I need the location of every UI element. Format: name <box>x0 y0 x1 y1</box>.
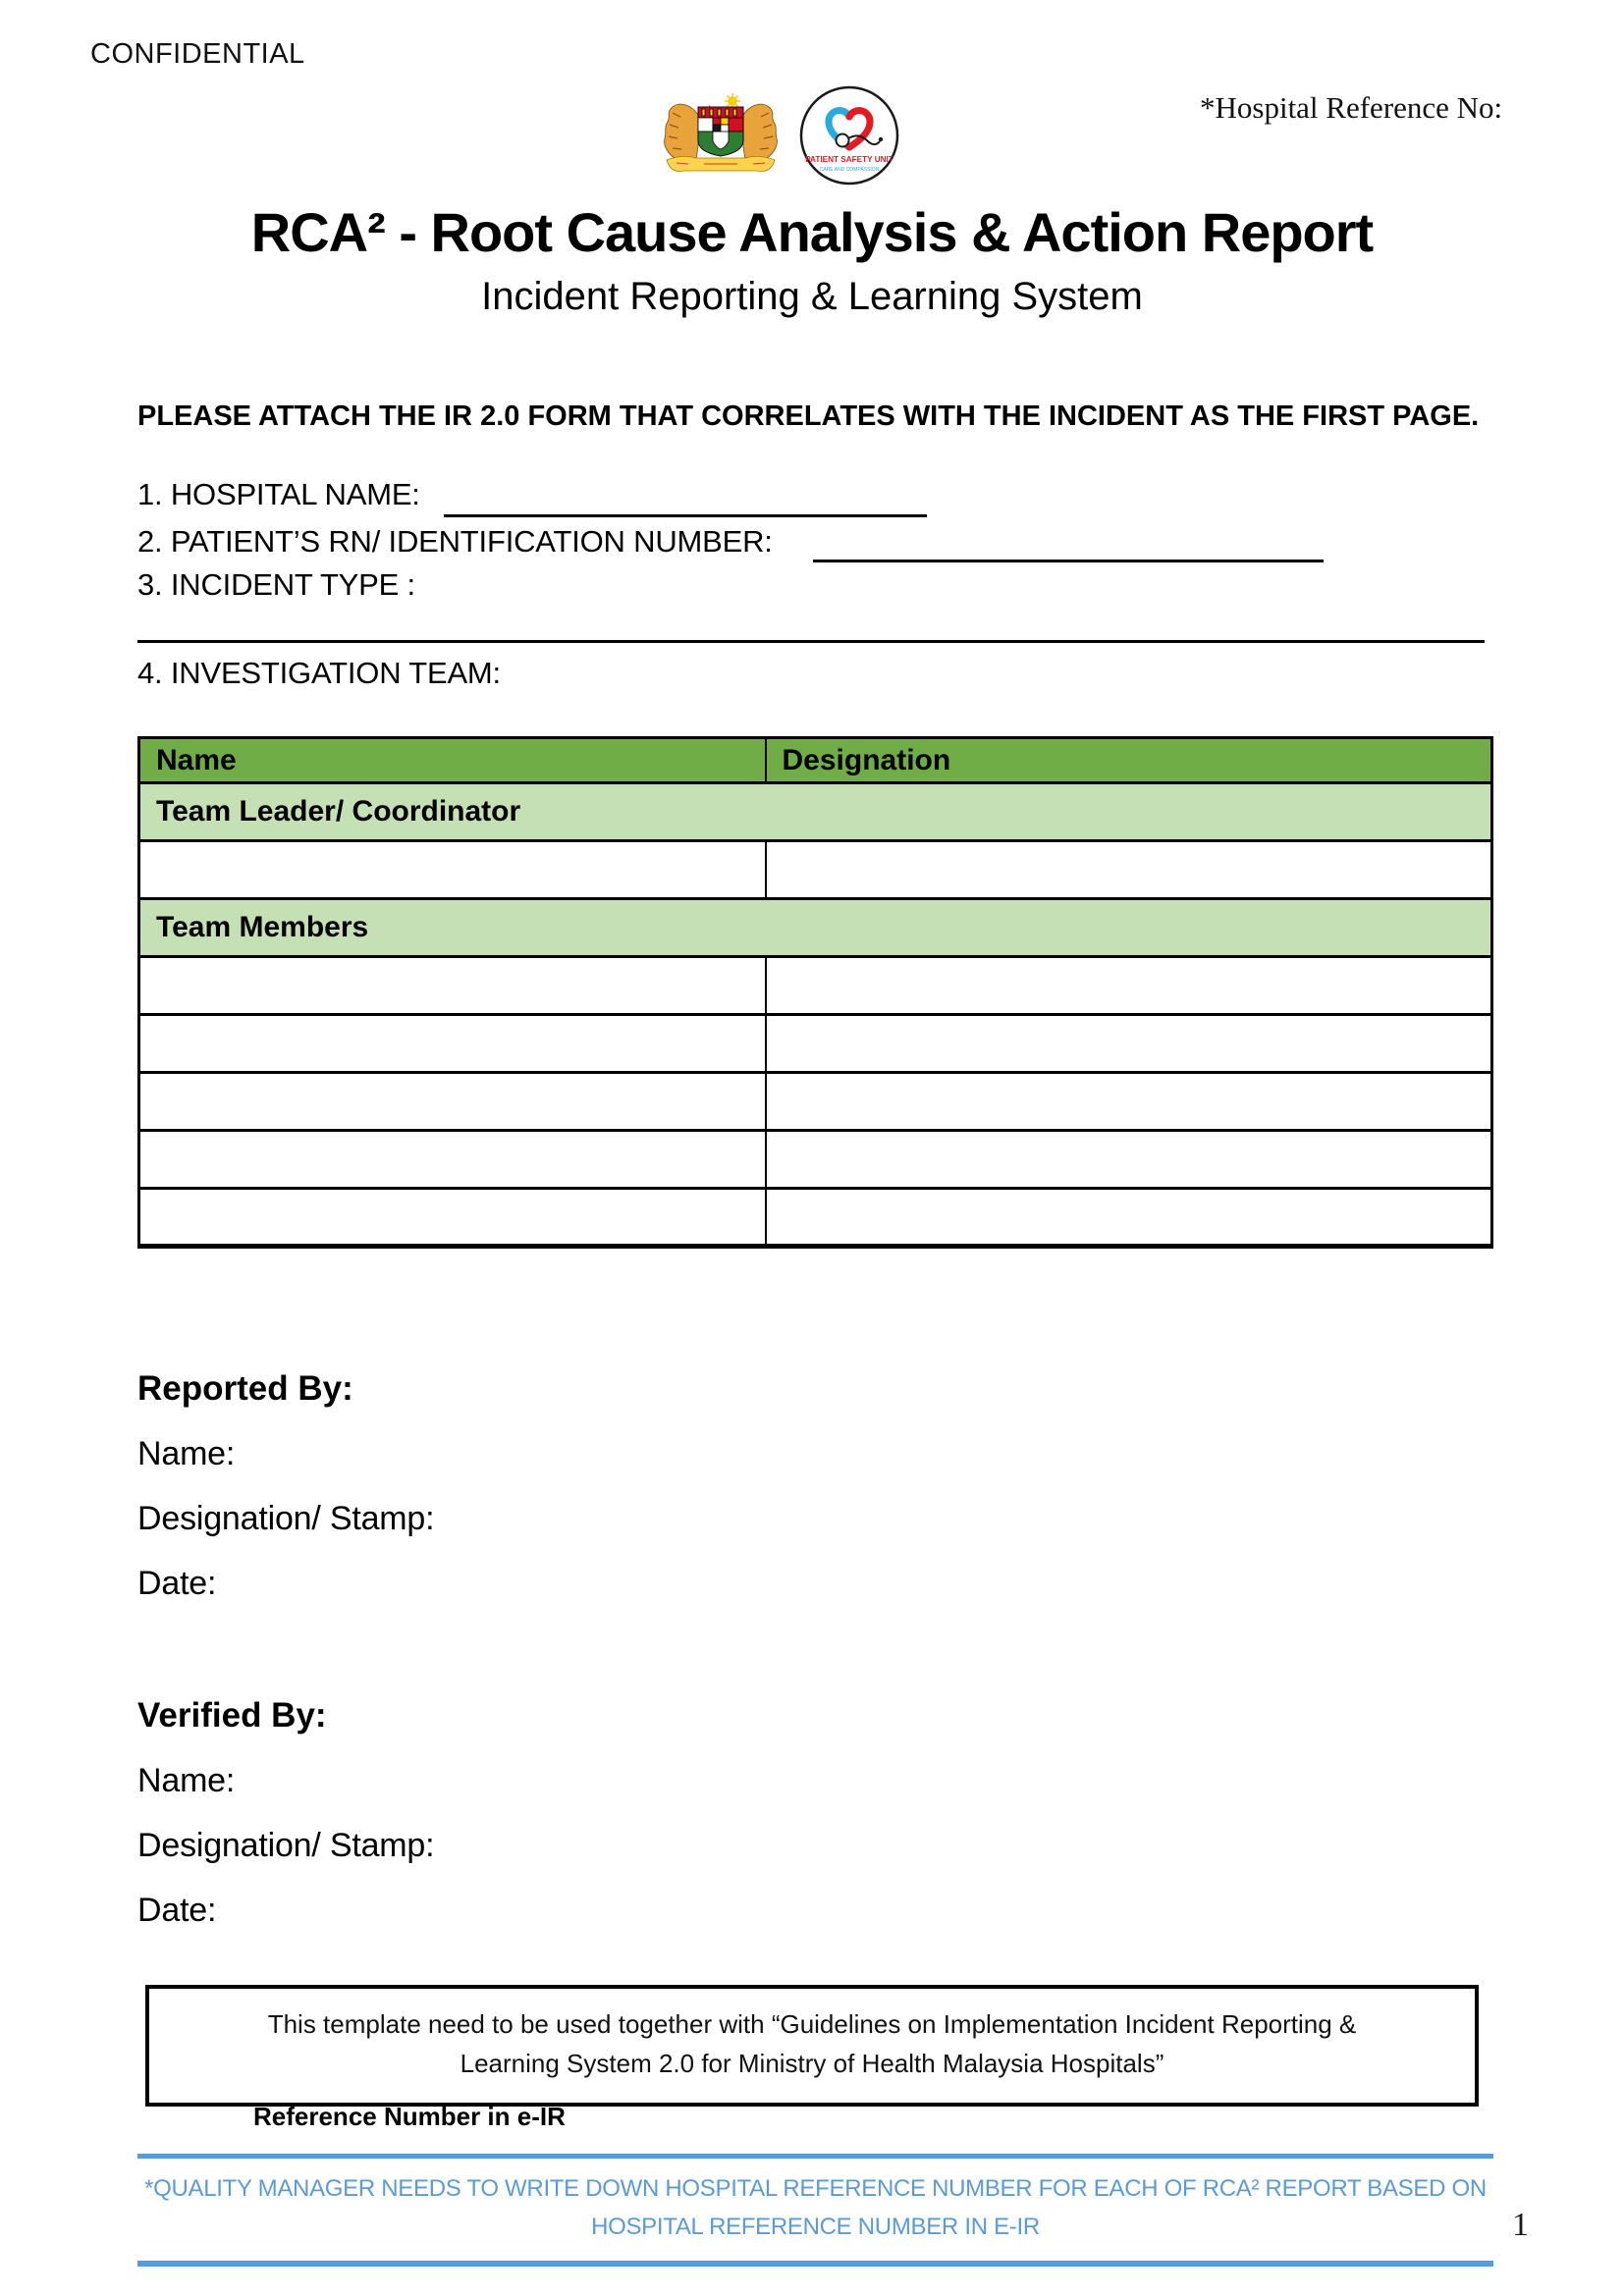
reported-by-date-label: Date: <box>137 1565 217 1602</box>
table-header-name: Name <box>139 738 766 783</box>
verified-by-date-label: Date: <box>137 1892 217 1929</box>
patient-rn-blank[interactable] <box>813 560 1324 562</box>
psu-logo-subtitle: CARE AND COMPASSION <box>819 167 880 173</box>
reported-by-heading: Reported By: <box>137 1369 353 1408</box>
investigation-team-label: 4. INVESTIGATION TEAM: <box>137 656 501 690</box>
footer-divider-bottom <box>137 2261 1493 2267</box>
template-note-line2: Learning System 2.0 for Ministry of Health Malaysia Hospitals” <box>460 2049 1164 2078</box>
page-subtitle: Incident Reporting & Learning System <box>481 275 1143 318</box>
footer-note-line2: HOSPITAL REFERENCE NUMBER IN E-IR <box>591 2214 1040 2240</box>
page-title: RCA² - Root Cause Analysis & Action Report <box>250 201 1374 263</box>
incident-type-label: 3. INCIDENT TYPE : <box>137 567 415 602</box>
table-row <box>139 957 1492 1015</box>
patient-rn-label: 2. PATIENT’S RN/ IDENTIFICATION NUMBER: <box>137 524 773 559</box>
hospital-reference-label: *Hospital Reference No: <box>1200 90 1503 125</box>
incident-type-blank[interactable] <box>137 640 1485 643</box>
reported-by-designation-label: Designation/ Stamp: <box>137 1500 435 1537</box>
template-note-line1: This template need to be used together with “Guidelines on Implementation Incident Reporting & <box>267 2009 1357 2039</box>
team-members-section-row <box>139 899 1492 957</box>
hospital-name-blank[interactable] <box>444 514 927 517</box>
clipped-text <box>253 2102 862 2131</box>
footer-note-line1: *QUALITY MANAGER NEEDS TO WRITE DOWN HOSPITAL REFERENCE NUMBER FOR EACH OF RCA² REPORT BASED ON <box>144 2175 1487 2202</box>
table-row <box>139 841 1492 899</box>
member-designation-cell[interactable] <box>766 1015 1492 1073</box>
template-note-box <box>145 1985 1479 2107</box>
member-name-cell[interactable] <box>139 1015 766 1073</box>
member-name-cell[interactable] <box>139 957 766 1015</box>
team-leader-section-row <box>139 783 1492 841</box>
psu-logo-title: PATIENT SAFETY UNIT <box>805 155 893 164</box>
team-members-section-label: Team Members <box>139 899 1492 957</box>
table-row <box>139 1189 1492 1247</box>
leader-name-cell[interactable] <box>139 841 766 899</box>
malaysia-coat-of-arms-logo <box>661 88 781 185</box>
investigation-team-table <box>137 736 1493 1249</box>
member-designation-cell[interactable] <box>766 1131 1492 1189</box>
member-name-cell[interactable] <box>139 1189 766 1247</box>
member-designation-cell[interactable] <box>766 957 1492 1015</box>
member-name-cell[interactable] <box>139 1131 766 1189</box>
attach-instruction: PLEASE ATTACH THE IR 2.0 FORM THAT CORRELATES WITH THE INCIDENT AS THE FIRST PAGE. <box>137 400 1480 432</box>
verified-by-designation-label: Designation/ Stamp: <box>137 1827 435 1864</box>
patient-safety-unit-icon <box>798 84 900 187</box>
table-row <box>139 1131 1492 1189</box>
page-number: 1 <box>1512 2207 1529 2243</box>
member-name-cell[interactable] <box>139 1073 766 1131</box>
table-row <box>139 1073 1492 1131</box>
reported-by-name-label: Name: <box>137 1435 236 1472</box>
clipped-text-content: Reference Number in e-IR <box>253 2102 566 2131</box>
verified-by-heading: Verified By: <box>137 1696 327 1735</box>
team-leader-section-label: Team Leader/ Coordinator <box>139 783 1492 841</box>
coat-of-arms-icon <box>661 88 781 185</box>
leader-designation-cell[interactable] <box>766 841 1492 899</box>
table-row <box>139 1015 1492 1073</box>
member-designation-cell[interactable] <box>766 1189 1492 1247</box>
table-header-designation: Designation <box>766 738 1492 783</box>
member-designation-cell[interactable] <box>766 1073 1492 1131</box>
hospital-name-label: 1. HOSPITAL NAME: <box>137 477 420 511</box>
table-header-row <box>139 738 1492 783</box>
patient-safety-unit-logo <box>798 84 900 187</box>
verified-by-name-label: Name: <box>137 1762 236 1799</box>
confidential-label: CONFIDENTIAL <box>90 38 305 70</box>
footer-divider-top <box>137 2154 1493 2159</box>
